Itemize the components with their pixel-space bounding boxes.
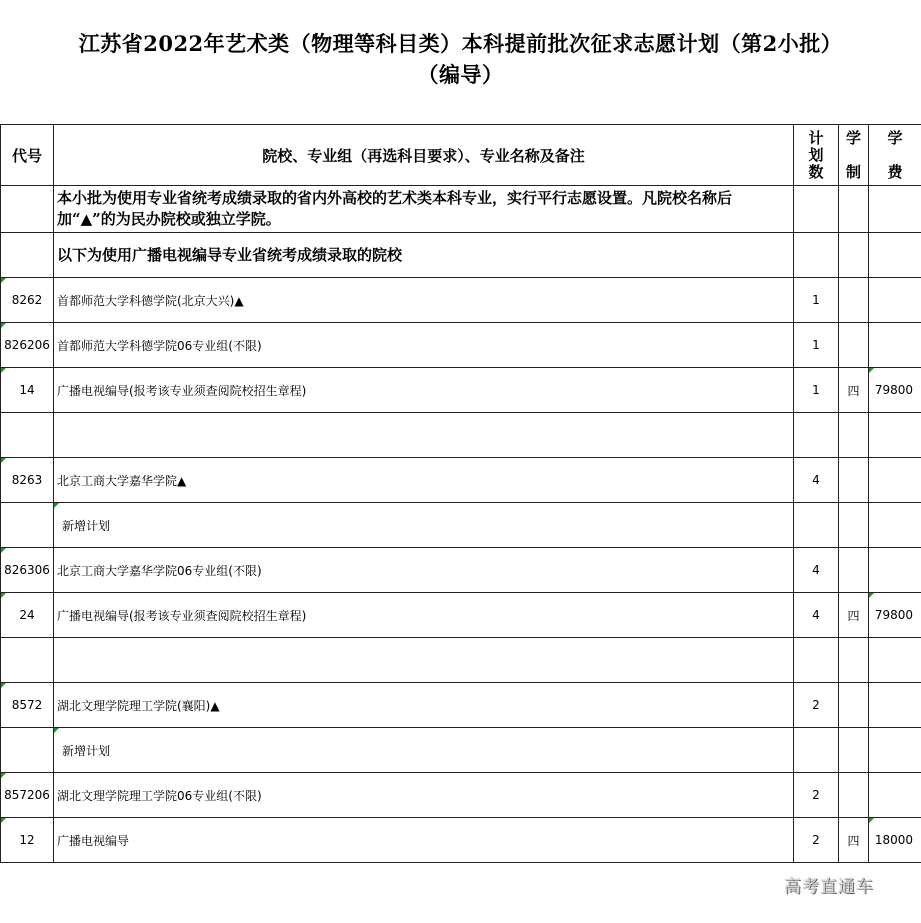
row-plan: 2 [794,818,839,863]
row-code: 826206 [1,323,54,368]
row-code: 857206 [1,773,54,818]
row-plan: 1 [794,278,839,323]
table-row [1,548,921,593]
row-duration [839,683,869,728]
row-name: 新增计划 [54,503,794,548]
header-code: 代号 [1,125,54,186]
page-title [0,28,921,90]
row-plan: 4 [794,458,839,503]
row-code: 8262 [1,278,54,323]
row-code: 24 [1,593,54,638]
row-code [1,503,54,548]
row-plan [794,413,839,458]
row-code [1,413,54,458]
row-plan [794,638,839,683]
intro-note: 本小批为使用专业省统考成绩录取的省内外高校的艺术类本科专业，实行平行志愿设置。凡院校名称后加“▲”的为民办院校或独立学院。 [54,186,794,233]
row-code [1,638,54,683]
row-duration: 四 [839,593,869,638]
row-duration [839,278,869,323]
row-name: 湖北文理学院理工学院(襄阳)▲ [54,683,794,728]
table-row [1,458,921,503]
table-body [1,278,921,863]
table-row [1,278,921,323]
row-name: 湖北文理学院理工学院06专业组(不限) [54,773,794,818]
table-row [1,638,921,683]
row-name: 广播电视编导(报考该专业须查阅院校招生章程) [54,593,794,638]
row-name: 首都师范大学科德学院(北京大兴)▲ [54,278,794,323]
row-plan: 4 [794,593,839,638]
row-duration [839,413,869,458]
header-fee: 学 费 [869,125,921,186]
row-duration [839,548,869,593]
row-fee [869,323,921,368]
header-duration: 学 制 [839,125,869,186]
row-name: 广播电视编导(报考该专业须查阅院校招生章程) [54,368,794,413]
row-fee: 18000 [869,818,921,863]
row-plan [794,728,839,773]
row-plan: 2 [794,773,839,818]
table-row [1,413,921,458]
row-name: 首都师范大学科德学院06专业组(不限) [54,323,794,368]
row-fee: 79800 [869,593,921,638]
row-name: 北京工商大学嘉华学院06专业组(不限) [54,548,794,593]
table-row [1,773,921,818]
row-fee [869,458,921,503]
row-fee [869,638,921,683]
header-row [1,125,921,186]
row-code [1,728,54,773]
row-fee [869,503,921,548]
table-row [1,818,921,863]
row-name: 广播电视编导 [54,818,794,863]
row-fee [869,413,921,458]
title-line-2: （编导） [417,62,504,87]
row-plan: 1 [794,368,839,413]
row-plan [794,503,839,548]
row-fee: 79800 [869,368,921,413]
row-duration [839,458,869,503]
row-duration: 四 [839,368,869,413]
plan-table [0,124,921,863]
row-duration [839,728,869,773]
watermark: 高考直通车 [784,877,874,897]
row-name: 新增计划 [54,728,794,773]
intro-note-row [1,186,921,233]
row-duration [839,773,869,818]
row-fee [869,548,921,593]
section-note: 以下为使用广播电视编导专业省统考成绩录取的院校 [54,233,794,278]
row-name: 北京工商大学嘉华学院▲ [54,458,794,503]
table-row [1,323,921,368]
table-row [1,683,921,728]
row-fee [869,773,921,818]
row-name [54,413,794,458]
row-fee [869,728,921,773]
table-row [1,503,921,548]
row-plan: 1 [794,323,839,368]
section-note-row [1,233,921,278]
row-code: 14 [1,368,54,413]
header-plan: 计 划 数 [794,125,839,186]
row-code: 8263 [1,458,54,503]
row-duration: 四 [839,818,869,863]
title-line-1: 江苏省2022年艺术类（物理等科目类）本科提前批次征求志愿计划（第2小批） [78,31,843,56]
row-fee [869,278,921,323]
header-name: 院校、专业组（再选科目要求）、专业名称及备注 [54,125,794,186]
row-plan: 2 [794,683,839,728]
row-duration [839,503,869,548]
row-code: 8572 [1,683,54,728]
row-fee [869,683,921,728]
row-duration [839,638,869,683]
row-code: 826306 [1,548,54,593]
row-name [54,638,794,683]
table-row [1,593,921,638]
table-row [1,728,921,773]
table-row [1,368,921,413]
row-code: 12 [1,818,54,863]
row-plan: 4 [794,548,839,593]
row-duration [839,323,869,368]
